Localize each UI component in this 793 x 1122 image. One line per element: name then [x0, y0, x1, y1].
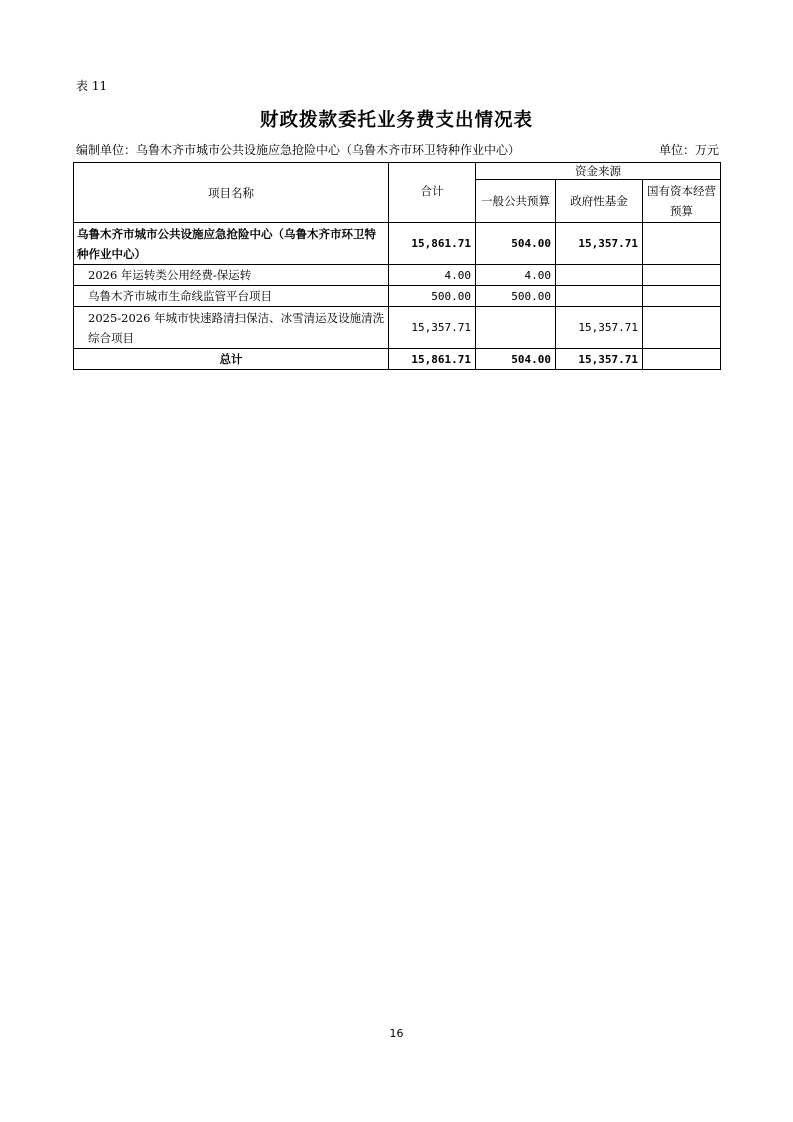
row-general: 504.00	[476, 223, 556, 265]
header-funding-source: 资金来源	[476, 163, 721, 180]
row-state-capital	[643, 307, 721, 349]
total-general: 504.00	[476, 349, 556, 370]
header-project-name: 项目名称	[74, 163, 389, 223]
expenditure-table	[73, 162, 721, 370]
compiling-unit: 编制单位：乌鲁木齐市城市公共设施应急抢险中心（乌鲁木齐市环卫特种作业中心）	[76, 143, 521, 157]
row-gov-fund: 15,357.71	[556, 223, 643, 265]
row-state-capital	[643, 286, 721, 307]
row-total: 4.00	[389, 265, 476, 286]
page-title: 财政拨款委托业务费支出情况表	[259, 110, 533, 131]
row-total: 15,357.71	[389, 307, 476, 349]
table-row	[74, 307, 721, 349]
row-total: 500.00	[389, 286, 476, 307]
total-state-capital	[643, 349, 721, 370]
meta-line	[76, 141, 719, 158]
row-state-capital	[643, 223, 721, 265]
row-gov-fund	[556, 286, 643, 307]
table-row	[74, 265, 721, 286]
header-state-capital: 国有资本经营预算	[643, 180, 721, 223]
row-name: 2026 年运转类公用经费-保运转	[74, 265, 389, 286]
header-gov-fund: 政府性基金	[556, 180, 643, 223]
table-row	[74, 223, 721, 265]
total-label: 总计	[74, 349, 389, 370]
row-general	[476, 307, 556, 349]
total-row	[74, 349, 721, 370]
unit-label: 单位：万元	[658, 143, 719, 157]
row-general: 500.00	[476, 286, 556, 307]
row-total: 15,861.71	[389, 223, 476, 265]
row-name: 乌鲁木齐市城市公共设施应急抢险中心（乌鲁木齐市环卫特种作业中心）	[74, 223, 389, 265]
table-number: 表 11	[76, 79, 108, 93]
total-sum: 15,861.71	[389, 349, 476, 370]
page-number: 16	[389, 1027, 404, 1040]
header-total: 合计	[389, 163, 476, 223]
row-general: 4.00	[476, 265, 556, 286]
total-gov-fund: 15,357.71	[556, 349, 643, 370]
row-state-capital	[643, 265, 721, 286]
table-row	[74, 286, 721, 307]
row-name: 乌鲁木齐市城市生命线监管平台项目	[74, 286, 389, 307]
row-name: 2025-2026 年城市快速路清扫保洁、冰雪清运及设施清洗综合项目	[74, 307, 389, 349]
header-general-budget: 一般公共预算	[476, 180, 556, 223]
row-gov-fund	[556, 265, 643, 286]
row-gov-fund: 15,357.71	[556, 307, 643, 349]
